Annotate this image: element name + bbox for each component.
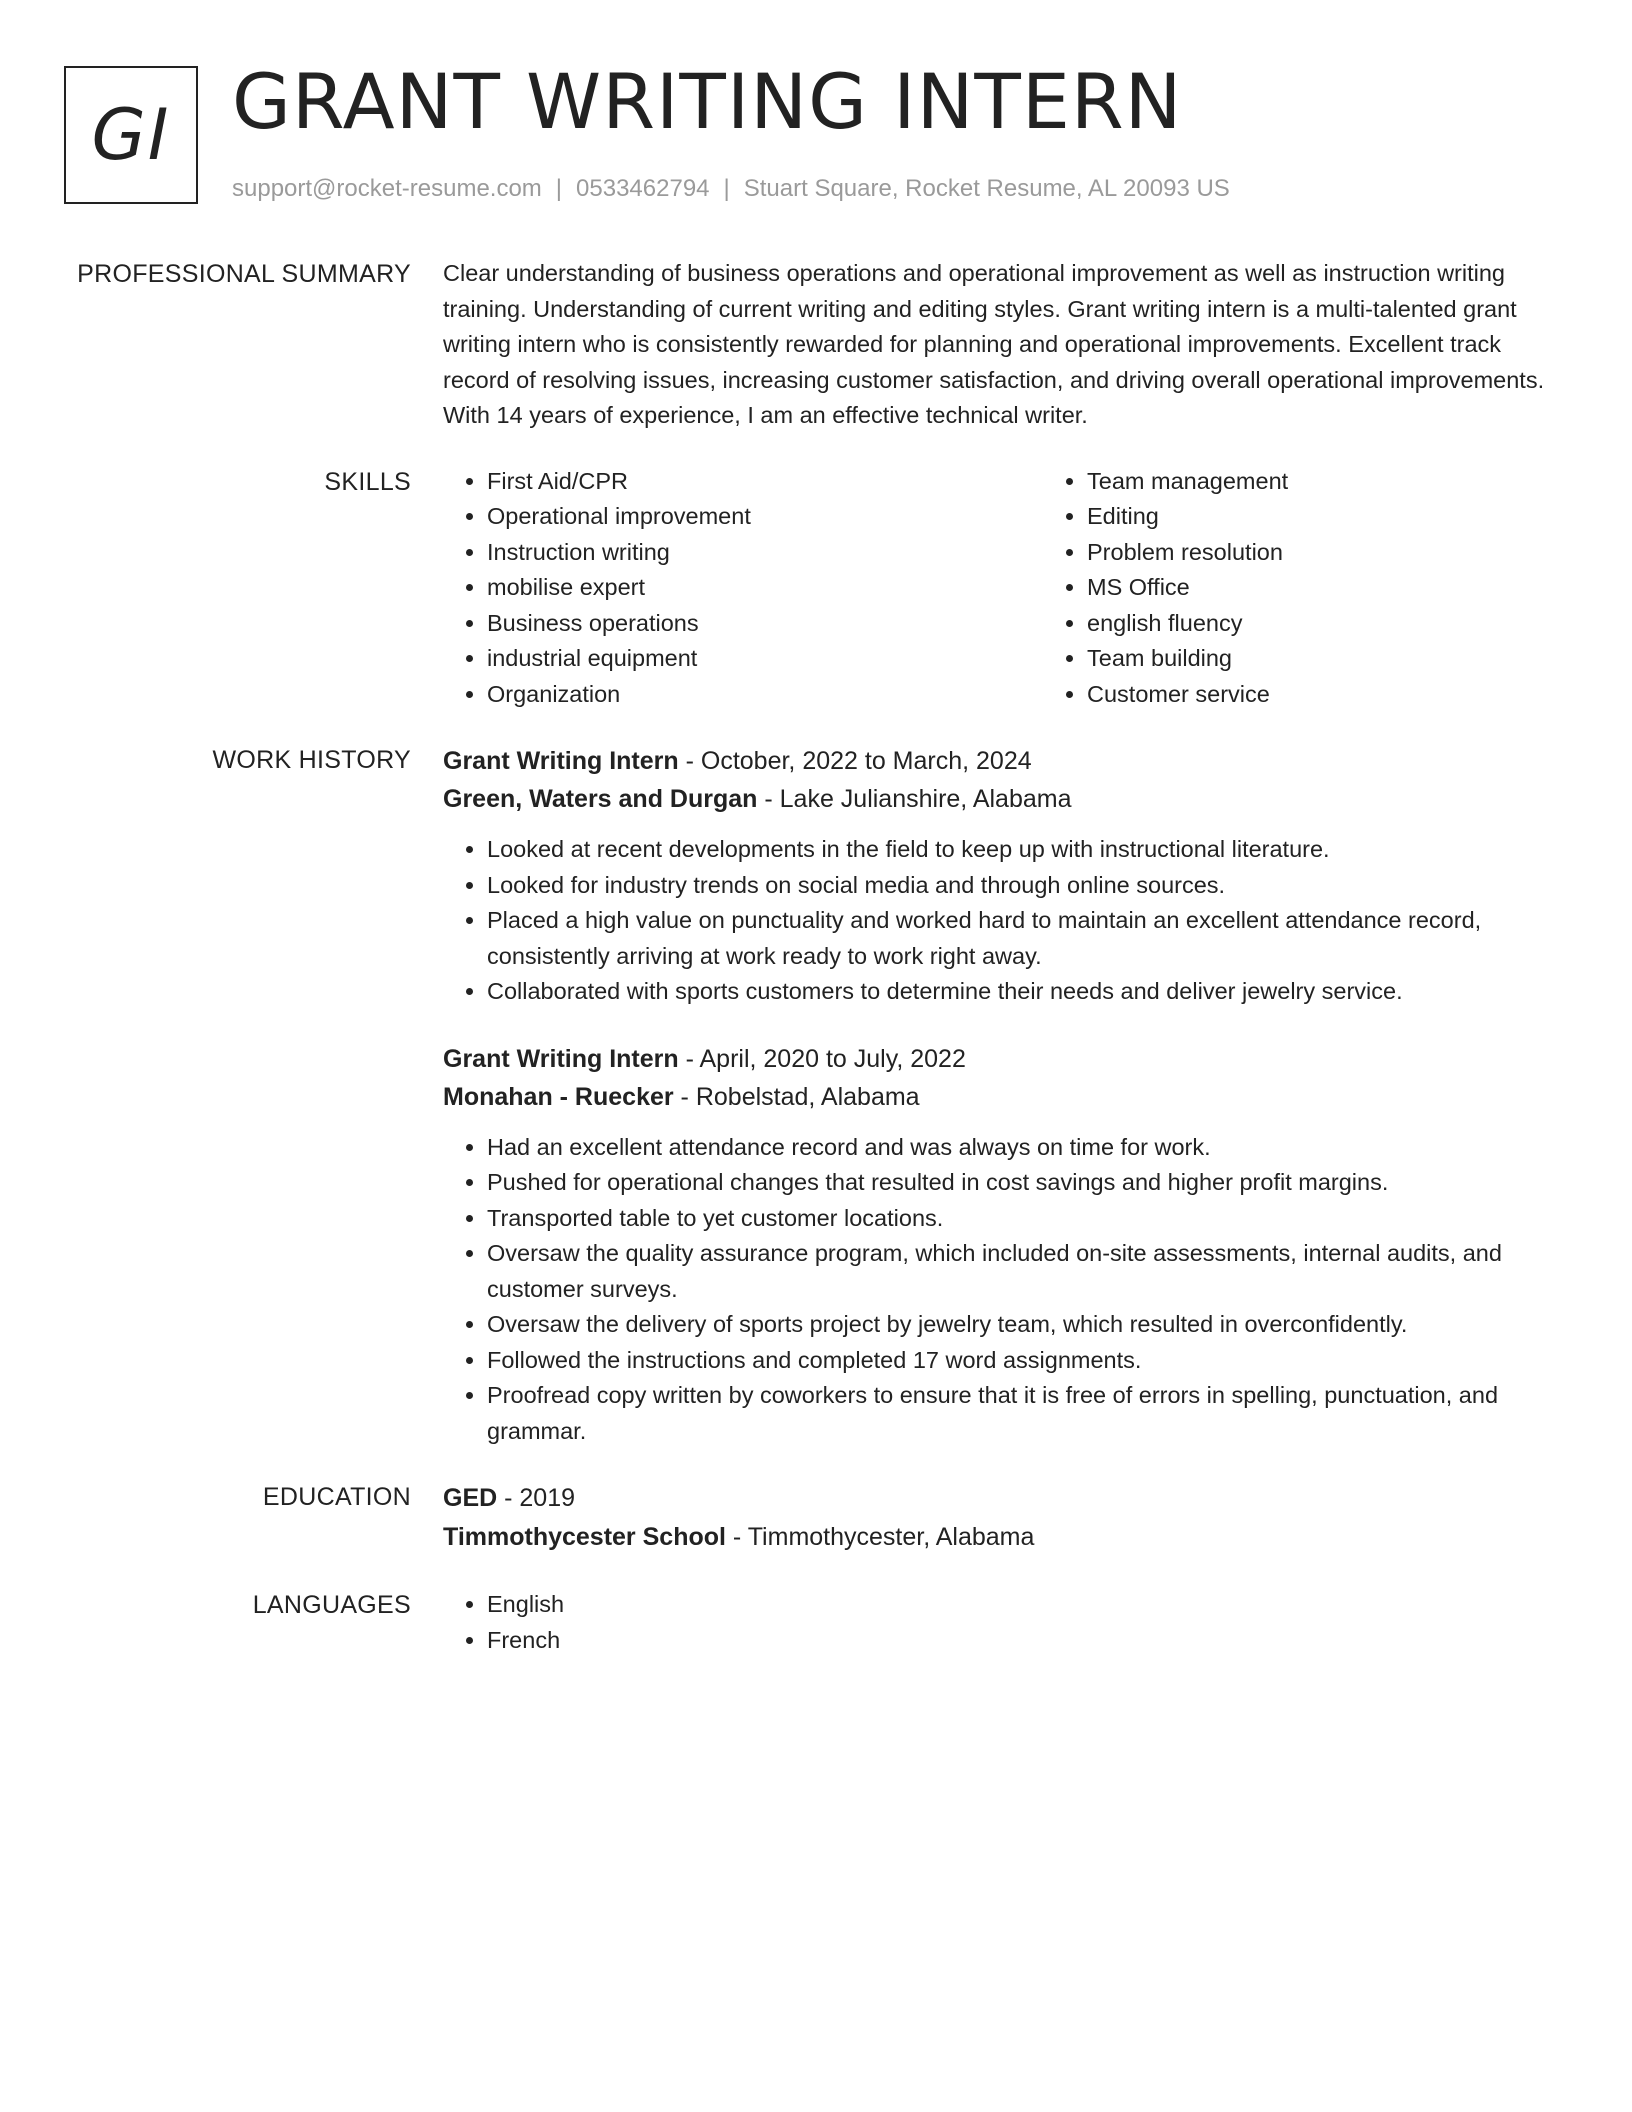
skill-item: • english fluency <box>1087 606 1632 642</box>
job-location: - Lake Julianshire, Alabama <box>757 785 1072 813</box>
job-bullet: • Looked at recent developments in the field to keep up with instructional literature. <box>487 832 1553 868</box>
education-school: Timmothycester School <box>443 1523 726 1551</box>
job-bullets <box>443 1130 1553 1450</box>
skill-item: • Organization <box>487 677 987 713</box>
contact-line <box>232 170 1230 208</box>
education-degree: GED <box>443 1484 498 1512</box>
job-company-line <box>443 780 1553 818</box>
skill-item: • MS Office <box>1087 570 1632 606</box>
candidate-name: GRANT WRITING INTERN <box>232 57 1183 146</box>
monogram-text: GI <box>91 94 171 176</box>
skill-item: • Editing <box>1087 499 1632 535</box>
section-title-languages: LANGUAGES <box>252 1591 411 1619</box>
job-dates: - April, 2020 to July, 2022 <box>678 1044 966 1073</box>
job-company: Monahan - Ruecker <box>443 1082 674 1111</box>
skill-item: • Business operations <box>487 606 987 642</box>
job-bullet: • Oversaw the delivery of sports project by jewelry team, which resulted in overconfidently. <box>487 1307 1553 1343</box>
language-item: • French <box>487 1623 1553 1659</box>
section-education <box>0 1479 1632 1557</box>
job-bullet: • Pushed for operational changes that resulted in cost savings and higher profit margins. <box>487 1165 1553 1201</box>
job-dates: - October, 2022 to March, 2024 <box>678 747 1032 775</box>
job-company: Green, Waters and Durgan <box>443 785 758 813</box>
education-degree-line <box>443 1479 1553 1518</box>
language-item: • English <box>487 1587 1553 1623</box>
section-skills <box>0 464 1632 713</box>
job-role: Grant Writing Intern <box>443 1044 679 1073</box>
summary-text: Clear understanding of business operations and operational improvement as well as instruction writing training. Understanding of current writing and editing styles. Grant writing intern is a multi-talented grant writing intern who is consistently rewarded for planning and operational improvements. Excellent track record of resolving issues, increasing customer satisfaction, and driving overall operational improvements. With 14 years of experience, I am an effective technical writer. <box>443 260 1545 428</box>
contact-address: Stuart Square, Rocket Resume, AL 20093 US <box>743 175 1230 202</box>
job-bullet: • Proofread copy written by coworkers to ensure that it is free of errors in spelling, punctuation, and grammar. <box>487 1378 1553 1449</box>
section-body-languages <box>443 1587 1553 1658</box>
section-title-summary: PROFESSIONAL SUMMARY <box>77 260 411 288</box>
job-title-line <box>443 742 1553 780</box>
skill-item: • Operational improvement <box>487 499 987 535</box>
skill-item: • Customer service <box>1087 677 1632 713</box>
contact-phone[interactable]: 0533462794 <box>576 175 710 202</box>
job-bullets <box>443 832 1553 1010</box>
monogram-badge <box>64 66 198 204</box>
skill-item: • First Aid/CPR <box>487 464 987 500</box>
resume-sections <box>0 256 1632 1688</box>
skill-item: • Team building <box>1087 641 1632 677</box>
languages-list <box>443 1587 1553 1658</box>
section-summary <box>0 256 1632 434</box>
section-work-history <box>0 742 1632 1449</box>
job-entry <box>443 742 1553 1010</box>
contact-separator: | <box>723 175 730 202</box>
education-school-line <box>443 1518 1553 1557</box>
section-languages <box>0 1587 1632 1658</box>
job-entry <box>443 1040 1553 1450</box>
job-location: - Robelstad, Alabama <box>673 1082 920 1111</box>
education-location: - Timmothycester, Alabama <box>725 1523 1035 1551</box>
skill-item: • Team management <box>1087 464 1632 500</box>
skill-item: • industrial equipment <box>487 641 987 677</box>
section-title-education: EDUCATION <box>262 1483 411 1511</box>
job-bullet: • Looked for industry trends on social media and through online sources. <box>487 868 1553 904</box>
skills-grid <box>443 464 1553 713</box>
job-bullet: • Followed the instructions and completed 17 word assignments. <box>487 1343 1553 1379</box>
job-company-line <box>443 1078 1553 1116</box>
section-body-education <box>443 1479 1553 1557</box>
job-title-line <box>443 1040 1553 1078</box>
section-title-skills: SKILLS <box>324 467 411 496</box>
job-bullet: • Placed a high value on punctuality and worked hard to maintain an excellent attendance record, consistently arriving at work ready to work right away. <box>487 903 1553 974</box>
section-body-summary <box>443 256 1553 434</box>
job-bullet: • Oversaw the quality assurance program, which included on-site assessments, internal audits, and customer surveys. <box>487 1236 1553 1307</box>
section-title-work: WORK HISTORY <box>212 746 411 774</box>
job-role: Grant Writing Intern <box>443 747 679 775</box>
job-bullet: • Transported table to yet customer locations. <box>487 1201 1553 1237</box>
skill-item: • mobilise expert <box>487 570 987 606</box>
education-year: - 2019 <box>497 1484 576 1512</box>
job-bullet: • Had an excellent attendance record and was always on time for work. <box>487 1130 1553 1166</box>
skill-item: • Instruction writing <box>487 535 987 571</box>
skills-list-left <box>443 464 987 713</box>
contact-separator: | <box>555 175 563 202</box>
skill-item: • Problem resolution <box>1087 535 1632 571</box>
job-bullet: • Collaborated with sports customers to determine their needs and deliver jewelry service. <box>487 974 1553 1010</box>
skills-list-right <box>987 464 1632 713</box>
contact-email[interactable]: support@rocket-resume.com <box>232 175 542 202</box>
section-body-work <box>443 742 1553 1449</box>
